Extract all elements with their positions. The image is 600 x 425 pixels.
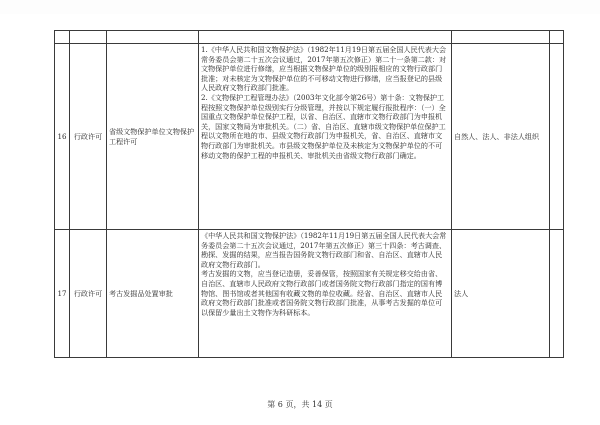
cell-target xyxy=(452,31,550,44)
cell-target: 法人 xyxy=(452,230,550,358)
cell-basis xyxy=(199,31,452,44)
page-footer xyxy=(0,399,600,410)
cell-target: 自然人、法人、非法人组织 xyxy=(452,44,550,230)
basis-paragraph: 2.《文物保护工程管理办法》（2003年文化部令第26号）第十条：文物保护工程按照文物保护单位级别实行分级管理，并按以下规定履行报批程序：（一）全国重点文物保护单位保护工程，以省、自治区、直辖市文物行政部门为申报机关，国家文物局为审批机关。（二）省、自治区、直辖市级文物保护单位保护工程以文物所在地的市、县级文物行政部门为申报机关，省、自治区、直辖市文物行政部门为审批机关。市县级文物保护单位及未核定为文物保护单位的不可移动文物的保护工程的申报机关、审批机关由省级文物行政部门确定。 xyxy=(201,92,446,160)
cell-type: 行政许可 xyxy=(70,44,107,230)
cell-remark xyxy=(550,44,564,230)
cell-name: 考古发掘品处置审批 xyxy=(107,230,199,358)
page-top-edge xyxy=(0,0,600,14)
basis-paragraph: 1.《中华人民共和国文物保护法》（1982年11月19日第五届全国人民代表大会常务委员会第二十五次会议通过，2017年第五次修正）第二十一条第二款：对文物保护单位进行修缮，应当根据文物保护单位的级别报相应的文物行政部门批准；对未核定为文物保护单位的不可移动文物进行修缮，应当报登记的县级人民政府文物行政部门批准。 xyxy=(201,45,447,93)
basis-paragraph: 《中华人民共和国文物保护法》（1982年11月19日第五届全国人民代表大会常务委员会第二十五次会议通过，2017年第五次修正）第三十四条：考古调查、勘探、发掘的结果，应当报告国务院文物行政部门和省、自治区、直辖市人民政府文物行政部门。 xyxy=(201,231,447,269)
cell-name xyxy=(107,31,199,44)
cell-basis xyxy=(199,230,452,358)
basis-paragraph: 考古发掘的文物，应当登记造册，妥善保管，按照国家有关规定移交给由省、自治区、直辖市人民政府文物行政部门或者国务院文物行政部门指定的国有博物馆、图书馆或者其他国有收藏文物的单位收藏。经省、自治区、直辖市人民政府文物行政部门批准或者国务院文物行政部门批准，从事考古发掘的单位可以保留少量出土文物作为科研标本。 xyxy=(201,269,443,317)
cell-no: 16 xyxy=(55,44,70,230)
cell-remark xyxy=(550,230,564,358)
catalog-table xyxy=(54,30,564,358)
table-row-top-spacer xyxy=(55,31,564,44)
table-row xyxy=(55,230,564,358)
page-number-label: 第 6 页，共 14 页 xyxy=(267,400,333,409)
cell-no xyxy=(55,31,70,44)
cell-name: 省级文物保护单位文物保护工程许可 xyxy=(107,44,199,230)
table-row xyxy=(55,44,564,230)
cell-remark xyxy=(550,31,564,44)
cell-type: 行政许可 xyxy=(70,230,107,358)
cell-basis xyxy=(199,44,452,230)
cell-no: 17 xyxy=(55,230,70,358)
cell-type xyxy=(70,31,107,44)
